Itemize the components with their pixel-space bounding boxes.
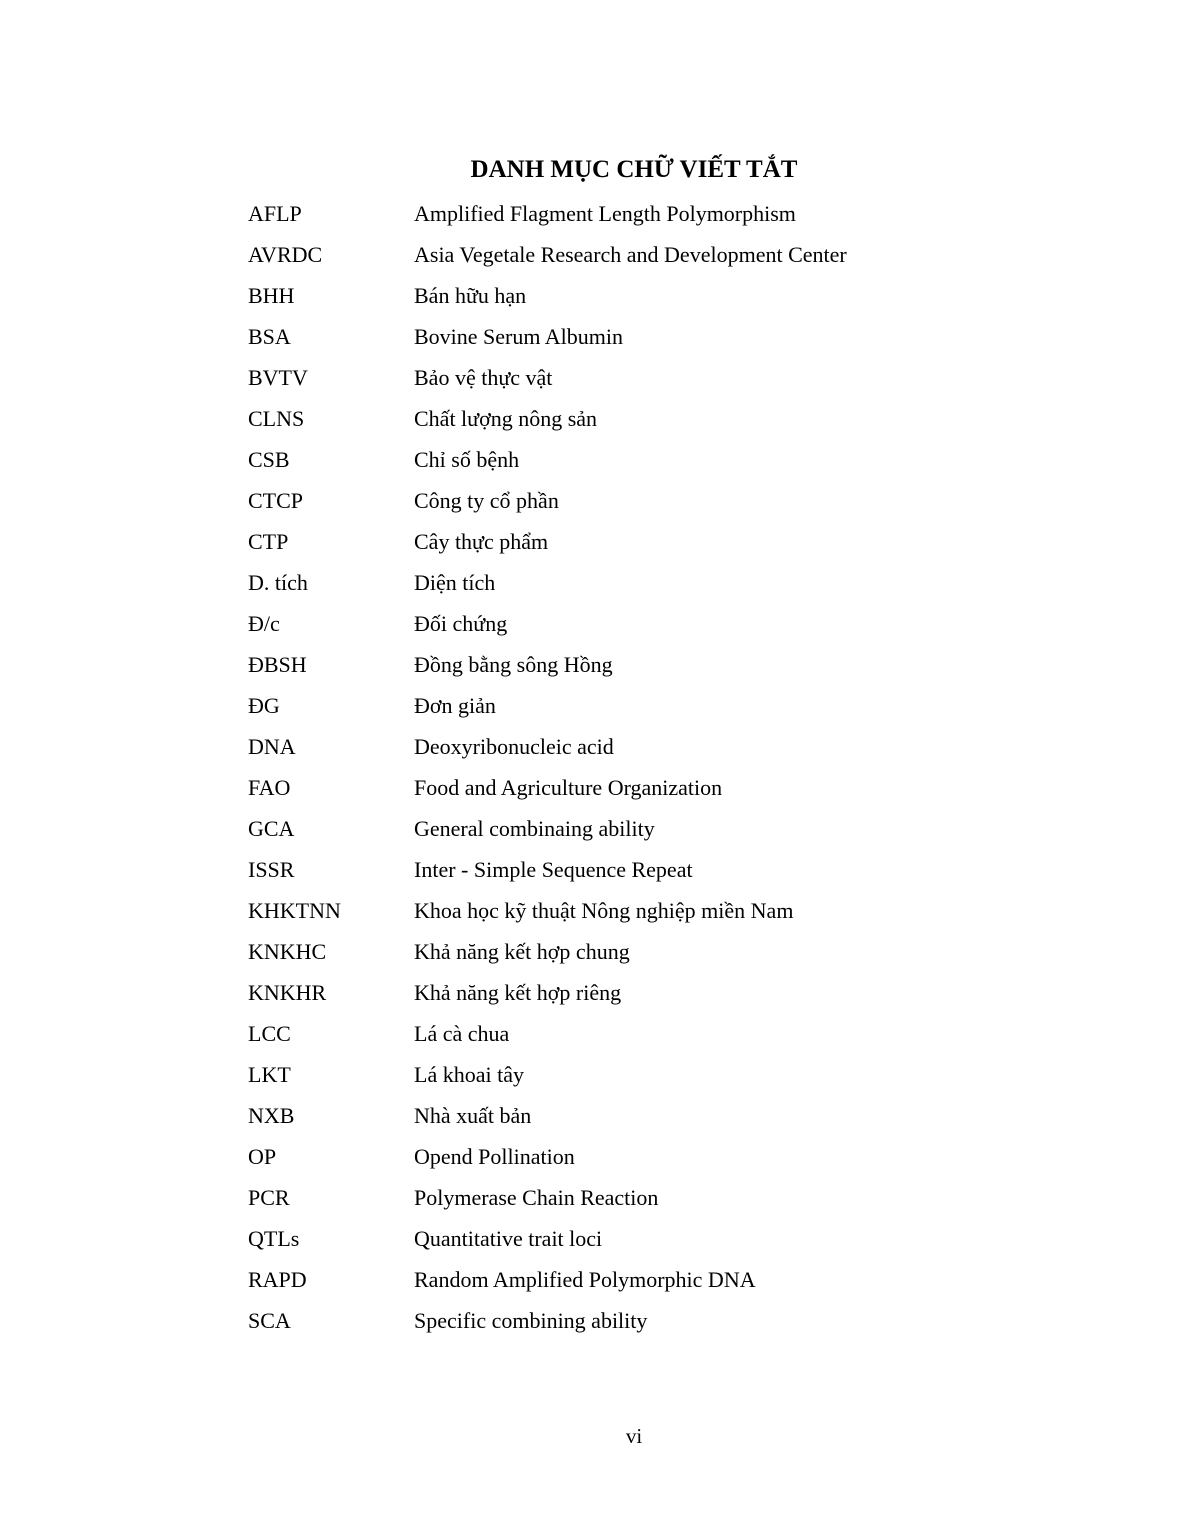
abbreviation-definition: Công ty cổ phần — [414, 487, 559, 513]
abbreviation-row — [248, 972, 1008, 1013]
abbreviation-definition: Bảo vệ thực vật — [414, 364, 553, 390]
abbreviation-term: LKT — [248, 1061, 291, 1087]
abbreviation-row — [248, 685, 1008, 726]
abbreviation-definition: Khả năng kết hợp chung — [414, 938, 630, 964]
abbreviation-term: BHH — [248, 282, 295, 308]
abbreviation-definition: Diện tích — [414, 569, 496, 595]
abbreviation-definition: Đồng bằng sông Hồng — [414, 651, 613, 677]
abbreviation-term: ĐG — [248, 692, 280, 718]
abbreviation-definition: Quantitative trait loci — [414, 1225, 603, 1251]
abbreviation-term: RAPD — [248, 1266, 307, 1292]
abbreviation-definition: Lá cà chua — [414, 1020, 510, 1046]
abbreviation-row — [248, 357, 1008, 398]
abbreviation-term: DNA — [248, 733, 296, 759]
abbreviation-term: NXB — [248, 1102, 295, 1128]
abbreviation-definition: Đơn giản — [414, 692, 496, 718]
abbreviation-term: KNKHR — [248, 979, 327, 1005]
abbreviation-definition: Bán hữu hạn — [414, 282, 527, 308]
abbreviation-term: D. tích — [248, 569, 308, 595]
abbreviation-definition: Amplified Flagment Length Polymorphism — [414, 200, 796, 226]
abbreviation-row — [248, 316, 1008, 357]
abbreviation-definition: Đối chứng — [414, 610, 508, 636]
abbreviation-term: CLNS — [248, 405, 305, 431]
abbreviation-definition: Asia Vegetale Research and Development Center — [414, 241, 847, 267]
abbreviation-definition: Chất lượng nông sản — [414, 405, 598, 431]
abbreviation-row — [248, 808, 1008, 849]
abbreviation-row — [248, 1218, 1008, 1259]
abbreviation-term: KHKTNN — [248, 897, 341, 923]
page-title: DANH MỤC CHỮ VIẾT TẮT — [470, 156, 798, 183]
abbreviation-definition: Random Amplified Polymorphic DNA — [414, 1266, 756, 1292]
abbreviation-term: ĐBSH — [248, 651, 307, 677]
abbreviation-definition: Cây thực phẩm — [414, 528, 549, 554]
abbreviation-definition: Khoa học kỹ thuật Nông nghiệp miền Nam — [414, 897, 794, 923]
abbreviation-row — [248, 521, 1008, 562]
abbreviation-term: OP — [248, 1143, 277, 1169]
abbreviation-definition: Polymerase Chain Reaction — [414, 1184, 659, 1210]
abbreviation-definition: Deoxyribonucleic acid — [414, 733, 614, 759]
abbreviation-definition: Inter - Simple Sequence Repeat — [414, 856, 693, 882]
abbreviation-row — [248, 603, 1008, 644]
abbreviation-row — [248, 439, 1008, 480]
abbreviation-term: CTP — [248, 528, 289, 554]
abbreviation-term: LCC — [248, 1020, 291, 1046]
abbreviation-row — [248, 931, 1008, 972]
abbreviation-row — [248, 1177, 1008, 1218]
abbreviation-term: GCA — [248, 815, 295, 841]
abbreviation-term: AFLP — [248, 200, 302, 226]
abbreviation-row — [248, 562, 1008, 603]
abbreviation-definition: Food and Agriculture Organization — [414, 774, 723, 800]
abbreviation-term: CTCP — [248, 487, 304, 513]
abbreviation-term: CSB — [248, 446, 290, 472]
abbreviation-term: Đ/c — [248, 610, 280, 636]
abbreviation-row — [248, 644, 1008, 685]
abbreviation-definition: Specific combining ability — [414, 1307, 648, 1333]
abbreviation-row — [248, 1013, 1008, 1054]
abbreviation-row — [248, 890, 1008, 931]
abbreviation-row — [248, 1095, 1008, 1136]
abbreviation-row — [248, 1300, 1008, 1341]
abbreviation-definition: General combinaing ability — [414, 815, 655, 841]
abbreviation-row — [248, 275, 1008, 316]
abbreviation-row — [248, 726, 1008, 767]
abbreviation-definition: Nhà xuất bản — [414, 1102, 532, 1128]
abbreviation-row — [248, 767, 1008, 808]
abbreviation-term: SCA — [248, 1307, 291, 1333]
abbreviation-term: PCR — [248, 1184, 290, 1210]
page-number: vi — [625, 1424, 643, 1448]
abbreviation-definition: Lá khoai tây — [414, 1061, 524, 1087]
abbreviation-term: BSA — [248, 323, 291, 349]
abbreviation-definition: Bovine Serum Albumin — [414, 323, 623, 349]
abbreviation-row — [248, 480, 1008, 521]
abbreviation-list — [248, 193, 1008, 1341]
abbreviation-term: KNKHC — [248, 938, 327, 964]
abbreviation-term: FAO — [248, 774, 291, 800]
abbreviation-row — [248, 1136, 1008, 1177]
abbreviation-row — [248, 398, 1008, 439]
abbreviation-row — [248, 193, 1008, 234]
abbreviation-definition: Chỉ số bệnh — [414, 446, 520, 472]
abbreviation-row — [248, 234, 1008, 275]
abbreviation-row — [248, 1054, 1008, 1095]
abbreviation-definition: Khả năng kết hợp riêng — [414, 979, 622, 1005]
abbreviation-definition: Opend Pollination — [414, 1143, 575, 1169]
abbreviation-term: ISSR — [248, 856, 295, 882]
abbreviation-row — [248, 849, 1008, 890]
abbreviation-term: QTLs — [248, 1225, 300, 1251]
abbreviation-row — [248, 1259, 1008, 1300]
abbreviation-term: AVRDC — [248, 241, 323, 267]
abbreviation-term: BVTV — [248, 364, 308, 390]
